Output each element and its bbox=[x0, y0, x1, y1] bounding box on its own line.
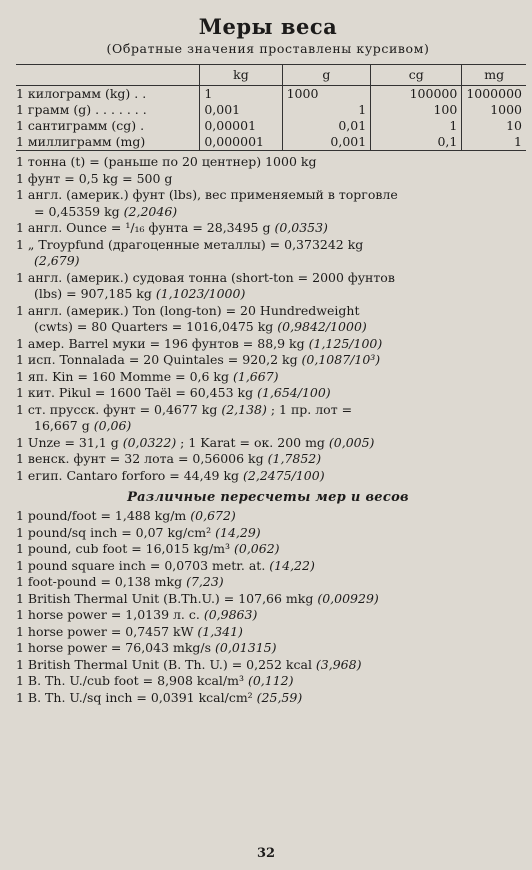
table-cell: 1 bbox=[282, 102, 371, 118]
table-cell: 100 bbox=[371, 102, 462, 118]
page-subtitle: (Обратные значения проставлены курсивом) bbox=[106, 41, 430, 56]
line-text: 1 яп. Kin = 160 Momme = 0,6 kg bbox=[16, 368, 230, 384]
line-text: 1 foot-pound = 0,138 mkg bbox=[16, 574, 183, 589]
text-line bbox=[16, 640, 520, 657]
text-line bbox=[16, 690, 520, 707]
text-line bbox=[16, 369, 520, 386]
table-header-cell: cg bbox=[371, 65, 462, 86]
inverse-value: (1,654/100) bbox=[253, 385, 331, 400]
line-text: 1 англ. (америк.) Ton (long-ton) = 20 Hundredweight bbox=[16, 302, 360, 318]
line-text: 1 англ. Ounce = ¹/₁₆ фунта = 28,3495 g bbox=[16, 220, 271, 235]
table-cell: 1 грамм (g) . . . . . . . bbox=[16, 102, 147, 117]
line-text: 1 B. Th. U./cub foot = 8,908 kcal/m³ bbox=[16, 673, 244, 688]
text-line bbox=[16, 591, 520, 608]
text-line bbox=[16, 673, 520, 690]
line-text: 1 кит. Pikul = 1600 Taël = 60,453 kg bbox=[16, 385, 254, 400]
text-line bbox=[16, 385, 520, 402]
page-title: Меры веса bbox=[198, 14, 338, 39]
text-line bbox=[16, 154, 520, 171]
inverse-value: (7,23) bbox=[182, 574, 224, 589]
inverse-value: (14,29) bbox=[211, 524, 261, 540]
inverse-value: (1,7852) bbox=[263, 451, 322, 466]
inverse-value: (1,1023/1000) bbox=[151, 286, 246, 301]
inverse-value: (0,0353) bbox=[270, 220, 328, 235]
table-cell: 0,01 bbox=[282, 118, 371, 134]
line-text: 1 horse power = 0,7457 kW bbox=[16, 623, 194, 639]
text-line bbox=[16, 319, 520, 336]
inverse-value: (2,2475/100) bbox=[239, 467, 325, 483]
line-text: 1 British Thermal Unit (B. Th. U.) = 0,252 kcal bbox=[16, 656, 312, 672]
inverse-value: (0,672) bbox=[186, 508, 236, 523]
text-line bbox=[16, 286, 520, 303]
section-title: Различные пересчеты мер и весов bbox=[127, 490, 409, 505]
table-cell: 1000 bbox=[282, 86, 371, 103]
text-line bbox=[16, 657, 520, 674]
line-text: 1 pound square inch = 0,0703 metr. at. bbox=[16, 557, 266, 573]
line-text: 1 егип. Cantaro forforo = 44,49 kg bbox=[16, 467, 240, 483]
inverse-value: (2,2046) bbox=[119, 203, 178, 219]
line-text: 1 исп. Tonnalada = 20 Quintales = 920,2 kg bbox=[16, 352, 298, 367]
line-text: (cwts) = 80 Quarters = 1016,0475 kg bbox=[34, 319, 274, 334]
text-line bbox=[16, 303, 520, 320]
table-row bbox=[16, 102, 526, 118]
inverse-value: (0,06) bbox=[89, 418, 132, 433]
inverse-value: (2,679) bbox=[34, 253, 80, 268]
line-text: ; 1 Karat = ок. 200 mg bbox=[176, 434, 325, 450]
text-line bbox=[16, 253, 520, 270]
line-text: 1 British Thermal Unit (B.Th.U.) = 107,66 mkg bbox=[16, 590, 314, 606]
table-header-row bbox=[16, 65, 526, 86]
line-text: 16,667 g bbox=[34, 418, 90, 433]
table-cell: 0,000001 bbox=[200, 134, 282, 151]
weights-list bbox=[16, 154, 520, 484]
line-text: 1 „ Troypfund (драгоценные металлы) = 0,373242 kg bbox=[16, 236, 364, 252]
text-line bbox=[16, 237, 520, 254]
text-line bbox=[16, 624, 520, 641]
text-line bbox=[16, 270, 520, 287]
table-cell: 0,1 bbox=[371, 134, 462, 151]
line-text: = 0,45359 kg bbox=[34, 203, 120, 219]
text-line bbox=[16, 418, 520, 435]
line-text: 1 фунт = 0,5 kg = 500 g bbox=[16, 170, 173, 186]
text-line bbox=[16, 171, 520, 188]
table-row bbox=[16, 86, 526, 103]
line-text: 1 pound/foot = 1,488 kg/m bbox=[16, 508, 187, 523]
table-cell: 1 bbox=[200, 86, 282, 103]
text-line bbox=[16, 468, 520, 485]
inverse-value: (0,9863) bbox=[199, 607, 258, 622]
inverse-value: (1,667) bbox=[229, 368, 279, 384]
inverse-value: (0,1087/10³) bbox=[297, 352, 381, 367]
page-number: 32 bbox=[256, 846, 276, 861]
table-row bbox=[16, 118, 526, 134]
inverse-value: (2,138) bbox=[217, 401, 267, 417]
text-line bbox=[16, 451, 520, 468]
inverse-value: (0,062) bbox=[230, 541, 280, 556]
table-cell: 10 bbox=[462, 118, 526, 134]
inverse-value: (0,00929) bbox=[313, 590, 379, 606]
table-header-cell: kg bbox=[200, 65, 282, 86]
text-line bbox=[16, 607, 520, 624]
line-text: 1 венск. фунт = 32 лота = 0,56006 kg bbox=[16, 451, 264, 466]
inverse-value: (0,0322) bbox=[118, 434, 177, 450]
table-cell: 0,00001 bbox=[200, 118, 282, 134]
table-cell: 1 килограмм (kg) . . bbox=[16, 86, 147, 101]
table-cell: 1 bbox=[371, 118, 462, 134]
table-cell: 0,001 bbox=[200, 102, 282, 118]
line-text: 1 англ. (америк.) фунт (lbs), вес применяемый в торговле bbox=[16, 187, 398, 202]
inverse-value: (1,341) bbox=[193, 623, 243, 639]
table-cell: 1000000 bbox=[462, 86, 526, 103]
table-cell: 0,001 bbox=[282, 134, 371, 151]
table-header-cell: g bbox=[282, 65, 371, 86]
inverse-value: (14,22) bbox=[265, 557, 315, 573]
table-cell: 100000 bbox=[371, 86, 462, 103]
text-line bbox=[16, 574, 520, 591]
text-line bbox=[16, 525, 520, 542]
inverse-value: (0,9842/1000) bbox=[273, 319, 367, 334]
text-line bbox=[16, 336, 520, 353]
unit-conversion-table bbox=[16, 64, 526, 151]
table-header-cell: mg bbox=[462, 65, 526, 86]
line-text: 1 англ. (америк.) судовая тонна (short-ton = 2000 фунтов bbox=[16, 269, 395, 285]
table-row bbox=[16, 134, 526, 151]
text-line bbox=[16, 352, 520, 369]
line-text: 1 horse power = 1,0139 л. с. bbox=[16, 607, 200, 622]
inverse-value: (0,112) bbox=[243, 673, 294, 688]
text-line bbox=[16, 187, 520, 204]
table-cell: 1000 bbox=[462, 102, 526, 118]
text-line bbox=[16, 558, 520, 575]
line-text: 1 ст. прусск. фунт = 0,4677 kg bbox=[16, 401, 218, 417]
text-line bbox=[16, 541, 520, 558]
inverse-value: (1,125/100) bbox=[304, 335, 383, 351]
line-text: 1 pound/sq inch = 0,07 kg/cm² bbox=[16, 524, 212, 540]
line-text: 1 тонна (t) = (раньше по 20 центнер) 1000 kg bbox=[16, 154, 317, 169]
line-text: 1 амер. Barrel муки = 196 фунтов = 88,9 kg bbox=[16, 335, 305, 351]
text-line bbox=[16, 220, 520, 237]
inverse-value: (25,59) bbox=[252, 689, 303, 705]
line-text: 1 pound, cub foot = 16,015 kg/m³ bbox=[16, 541, 231, 556]
inverse-value: (3,968) bbox=[311, 656, 362, 672]
table-cell: 1 сантиграмм (cg) . bbox=[16, 118, 145, 133]
inverse-value: (0,005) bbox=[324, 434, 375, 450]
line-text: (lbs) = 907,185 kg bbox=[34, 286, 152, 301]
line-text: ; 1 пр. лот = bbox=[266, 401, 353, 417]
line-text: 1 horse power = 76,043 mkg/s bbox=[16, 640, 212, 655]
text-line bbox=[16, 402, 520, 419]
text-line bbox=[16, 204, 520, 221]
line-text: 1 Unze = 31,1 g bbox=[16, 434, 119, 450]
line-text: 1 B. Th. U./sq inch = 0,0391 kcal/cm² bbox=[16, 689, 253, 705]
text-line bbox=[16, 508, 520, 525]
conversions-list bbox=[16, 508, 520, 706]
table-cell: 1 bbox=[462, 134, 526, 151]
text-line bbox=[16, 435, 520, 452]
table-cell: 1 миллиграмм (mg) bbox=[16, 134, 200, 151]
table-header-cell bbox=[16, 65, 200, 86]
inverse-value: (0,01315) bbox=[211, 640, 277, 655]
